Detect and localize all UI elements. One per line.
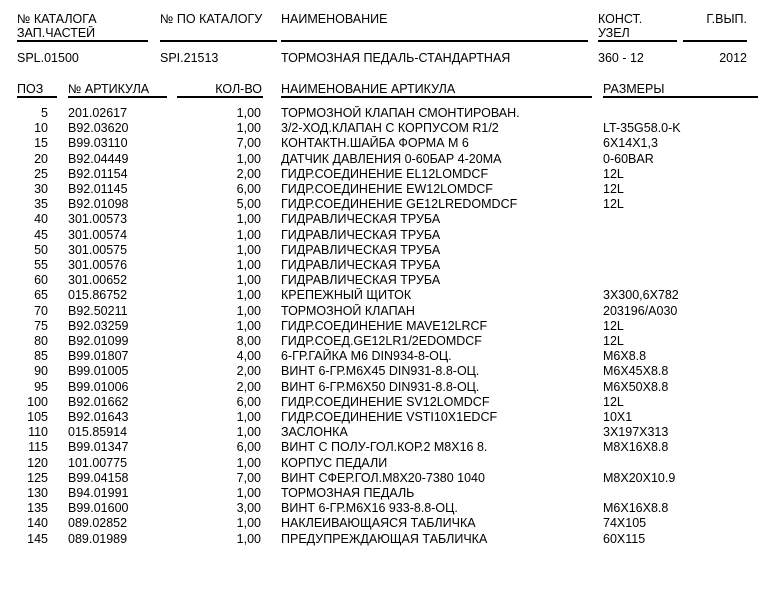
cell-pos: 70 (34, 303, 48, 318)
table-row (0, 532, 774, 547)
cell-dims: 10X1 (603, 410, 633, 425)
cell-name: ВИНТ СФЕР.ГОЛ.M8X20-7380 1040 (281, 470, 485, 485)
cell-pos: 95 (34, 379, 48, 394)
column-header-pos: ПОЗ (17, 78, 57, 97)
catalog-number-label-line1: № КАТАЛОГА (17, 12, 97, 26)
cell-dims: M6X50X8.8 (603, 379, 669, 394)
cell-dims (603, 243, 758, 258)
cell-dims: 12L (603, 197, 624, 212)
table-row (0, 228, 774, 243)
by-catalog-underline (160, 26, 277, 41)
cell-qty: 1,00 (236, 288, 261, 303)
cell-article: B92.03259 (68, 318, 129, 333)
cell-pos: 105 (27, 410, 48, 425)
cell-pos: 30 (34, 182, 48, 197)
table-row (0, 182, 774, 197)
by-catalog-value: SPI.21513 (160, 51, 219, 65)
cell-qty: 8,00 (236, 334, 261, 349)
column-header-qty: КОЛ-ВО (177, 78, 263, 97)
cell-qty: 4,00 (236, 349, 261, 364)
cell-article: 101.00775 (68, 455, 128, 470)
column-header-article-name: НАИМЕНОВАНИЕ АРТИКУЛА (281, 78, 592, 97)
cell-dims: M6X45X8.8 (603, 364, 669, 379)
cell-article: 301.00574 (68, 227, 128, 242)
cell-qty: 1,00 (236, 121, 261, 136)
cell-article: 201.02617 (68, 106, 128, 120)
cell-qty: 5,00 (236, 197, 261, 212)
cell-pos: 40 (34, 212, 48, 227)
cell-dims (603, 228, 758, 243)
cell-dims: 3X197X313 (603, 425, 669, 440)
cell-name: ГИДРАВЛИЧЕСКАЯ ТРУБА (281, 258, 441, 273)
cell-article: B94.01991 (68, 486, 129, 501)
table-row (0, 167, 774, 182)
cell-name: ДАТЧИК ДАВЛЕНИЯ 0-60БАР 4-20MA (281, 151, 502, 166)
cell-article: 015.85914 (68, 425, 128, 440)
table-row (0, 121, 774, 136)
cell-article: 301.00652 (68, 273, 128, 288)
cell-article: 301.00576 (68, 258, 128, 273)
cell-dims (603, 258, 758, 273)
cell-name: ГИДР.СОЕД.GE12LR1/2EDOMDCF (281, 334, 482, 349)
year-underline (683, 26, 747, 41)
cell-name: ГИДРАВЛИЧЕСКАЯ ТРУБА (281, 273, 441, 288)
name-value: ТОРМОЗНАЯ ПЕДАЛЬ-СТАНДАРТНАЯ (281, 51, 511, 65)
table-row (0, 258, 774, 273)
cell-article: B92.01643 (68, 410, 129, 425)
cell-name: ЗАСЛОНКА (281, 425, 348, 440)
table-row (0, 212, 774, 227)
cell-qty: 1,00 (236, 410, 261, 425)
cell-qty: 1,00 (236, 212, 261, 227)
table-row (0, 516, 774, 531)
cell-dims: 12L (603, 334, 624, 349)
cell-pos: 85 (34, 349, 48, 364)
table-row (0, 486, 774, 501)
cell-name: КОРПУС ПЕДАЛИ (281, 455, 388, 470)
name-underline (281, 26, 588, 41)
cell-article: B92.50211 (68, 303, 128, 318)
cell-qty: 1,00 (236, 531, 261, 546)
cell-name: КОНТАКТН.ШАЙБА ФОРМА M 6 (281, 136, 469, 151)
cell-qty: 1,00 (236, 258, 261, 273)
cell-qty: 1,00 (236, 455, 261, 470)
cell-qty: 2,00 (236, 364, 261, 379)
cell-qty: 6,00 (236, 394, 261, 409)
cell-name: ГИДР.СОЕДИНЕНИЕ EW12LOMDCF (281, 182, 493, 197)
cell-qty: 1,00 (236, 303, 261, 318)
cell-qty: 2,00 (236, 379, 261, 394)
cell-pos: 50 (34, 242, 48, 257)
catalog-header (0, 0, 774, 65)
cell-pos: 115 (28, 440, 48, 455)
cell-article: B99.01006 (68, 379, 129, 394)
cell-pos: 90 (34, 364, 48, 379)
cell-article: B99.01807 (68, 349, 129, 364)
table-row (0, 136, 774, 151)
cell-pos: 5 (41, 106, 48, 120)
const-unit-label-line2: УЗЕЛ (598, 26, 677, 41)
cell-name: 3/2-ХОД.КЛАПАН С КОРПУСОМ R1/2 (281, 121, 499, 136)
cell-name: ГИДР.СОЕДИНЕНИЕ EL12LOMDCF (281, 166, 489, 181)
cell-dims: 60X115 (603, 531, 646, 546)
cell-qty: 3,00 (236, 501, 261, 516)
cell-pos: 145 (27, 531, 48, 546)
cell-name: ТОРМОЗНАЯ ПЕДАЛЬ (281, 486, 415, 501)
table-row (0, 273, 774, 288)
cell-dims (603, 486, 758, 501)
cell-qty: 1,00 (236, 151, 261, 166)
table-row (0, 334, 774, 349)
cell-article: B99.04158 (68, 470, 129, 485)
cell-article: 089.02852 (68, 516, 128, 531)
cell-article: 301.00575 (68, 242, 128, 257)
cell-qty: 1,00 (236, 242, 261, 257)
const-unit-value: 360 - 12 (598, 51, 644, 65)
cell-dims (603, 212, 758, 227)
table-row (0, 319, 774, 334)
cell-pos: 55 (34, 258, 48, 273)
table-row (0, 197, 774, 212)
parts-table (0, 78, 774, 547)
cell-qty: 1,00 (236, 425, 261, 440)
cell-name: ТОРМОЗНОЙ КЛАПАН (281, 303, 415, 318)
cell-pos: 120 (27, 455, 48, 470)
catalog-number-label-line2: ЗАП.ЧАСТЕЙ (17, 26, 148, 41)
cell-name: ГИДРАВЛИЧЕСКАЯ ТРУБА (281, 212, 441, 227)
cell-name: 6-ГР.ГАЙКА M6 DIN934-8-ОЦ. (281, 349, 452, 364)
cell-qty: 6,00 (236, 440, 261, 455)
cell-name: ГИДР.СОЕДИНЕНИЕ SV12LOMDCF (281, 394, 490, 409)
cell-pos: 100 (27, 394, 48, 409)
by-catalog-label: № ПО КАТАЛОГУ (160, 12, 263, 26)
table-row (0, 243, 774, 258)
cell-pos: 135 (27, 501, 48, 516)
cell-dims: 74X105 (603, 516, 647, 531)
cell-article: B92.01662 (68, 394, 129, 409)
cell-pos: 110 (28, 425, 48, 440)
cell-name: ТОРМОЗНОЙ КЛАПАН СМОНТИРОВАН. (281, 106, 520, 120)
table-row (0, 349, 774, 364)
cell-article: 301.00573 (68, 212, 128, 227)
cell-name: ГИДР.СОЕДИНЕНИЕ MAVE12LRCF (281, 318, 488, 333)
cell-name: ПРЕДУПРЕЖДАЮЩАЯ ТАБЛИЧКА (281, 531, 488, 546)
cell-dims: 12L (603, 318, 624, 333)
table-row (0, 425, 774, 440)
cell-pos: 15 (34, 136, 48, 151)
cell-article: B99.01347 (68, 440, 129, 455)
cell-dims (603, 456, 758, 471)
cell-dims: 12L (603, 182, 624, 197)
name-label: НАИМЕНОВАНИЕ (281, 12, 388, 26)
cell-name: КРЕПЕЖНЫЙ ЩИТОК (281, 288, 412, 303)
cell-name: ГИДРАВЛИЧЕСКАЯ ТРУБА (281, 227, 441, 242)
cell-qty: 1,00 (236, 318, 261, 333)
cell-dims (603, 273, 758, 288)
cell-qty: 1,00 (236, 227, 261, 242)
cell-dims: 12L (603, 394, 624, 409)
cell-name: ВИНТ 6-ГР.M6X45 DIN931-8.8-ОЦ. (281, 364, 480, 379)
cell-pos: 75 (34, 318, 48, 333)
cell-article: B92.03620 (68, 121, 129, 136)
table-row (0, 304, 774, 319)
year-label: Г.ВЫП. (706, 12, 747, 26)
cell-pos: 25 (34, 166, 48, 181)
cell-pos: 45 (34, 227, 48, 242)
table-row (0, 364, 774, 379)
cell-pos: 10 (34, 121, 48, 136)
cell-name: ВИНТ С ПОЛУ-ГОЛ.КОР.2 M8X16 8. (281, 440, 488, 455)
cell-dims: M8X16X8.8 (603, 440, 669, 455)
table-row (0, 410, 774, 425)
cell-article: 089.01989 (68, 531, 128, 546)
cell-qty: 7,00 (236, 470, 261, 485)
cell-qty: 1,00 (236, 516, 261, 531)
cell-article: B92.04449 (68, 151, 129, 166)
table-row (0, 395, 774, 410)
cell-article: B92.01154 (68, 166, 128, 181)
table-row (0, 440, 774, 455)
parts-table-header (0, 78, 774, 106)
cell-dims: 3X300,6X782 (603, 288, 679, 303)
column-header-dimensions: РАЗМЕРЫ (603, 78, 758, 97)
catalog-number-value: SPL.01500 (17, 51, 79, 65)
cell-name: ГИДРАВЛИЧЕСКАЯ ТРУБА (281, 242, 441, 257)
cell-pos: 35 (34, 197, 48, 212)
cell-pos: 60 (34, 273, 48, 288)
cell-name: ГИДР.СОЕДИНЕНИЕ VSTI10X1EDCF (281, 410, 498, 425)
cell-article: B92.01145 (68, 182, 128, 197)
cell-article: B99.03110 (68, 136, 128, 151)
table-row (0, 106, 774, 121)
cell-dims: 0-60BAR (603, 151, 654, 166)
cell-dims (603, 106, 758, 121)
const-unit-label-line1: КОНСТ. (598, 12, 643, 26)
cell-qty: 2,00 (236, 166, 261, 181)
cell-pos: 125 (27, 470, 48, 485)
cell-dims: 12L (603, 166, 624, 181)
cell-dims: M8X20X10.9 (603, 470, 676, 485)
cell-pos: 65 (34, 288, 48, 303)
table-row (0, 456, 774, 471)
cell-dims: 203196/A030 (603, 303, 678, 318)
cell-dims: 6X14X1,3 (603, 136, 658, 151)
cell-qty: 1,00 (236, 273, 261, 288)
column-header-article: № АРТИКУЛА (68, 78, 167, 97)
cell-pos: 80 (34, 334, 48, 349)
cell-qty: 6,00 (236, 182, 261, 197)
cell-dims: M6X8.8 (603, 349, 647, 364)
parts-table-body (0, 106, 774, 547)
year-value: 2012 (719, 51, 747, 65)
cell-pos: 20 (34, 151, 48, 166)
cell-dims: LT-35G58.0-K (603, 121, 681, 136)
cell-pos: 130 (27, 486, 48, 501)
table-row (0, 380, 774, 395)
cell-article: B92.01099 (68, 334, 129, 349)
cell-qty: 7,00 (236, 136, 261, 151)
cell-name: НАКЛЕИВАЮЩАЯСЯ ТАБЛИЧКА (281, 516, 476, 531)
table-row (0, 152, 774, 167)
cell-name: ВИНТ 6-ГР.M6X50 DIN931-8.8-ОЦ. (281, 379, 480, 394)
cell-pos: 140 (27, 516, 48, 531)
table-row (0, 471, 774, 486)
cell-article: B92.01098 (68, 197, 129, 212)
cell-qty: 1,00 (236, 106, 261, 120)
cell-dims: M6X16X8.8 (603, 501, 669, 516)
cell-article: B99.01005 (68, 364, 129, 379)
table-row (0, 288, 774, 303)
cell-article: 015.86752 (68, 288, 128, 303)
table-row (0, 501, 774, 516)
cell-article: B99.01600 (68, 501, 129, 516)
cell-name: ГИДР.СОЕДИНЕНИЕ GE12LREDOMDCF (281, 197, 518, 212)
cell-name: ВИНТ 6-ГР.M6X16 933-8.8-ОЦ. (281, 501, 458, 516)
cell-qty: 1,00 (236, 486, 261, 501)
